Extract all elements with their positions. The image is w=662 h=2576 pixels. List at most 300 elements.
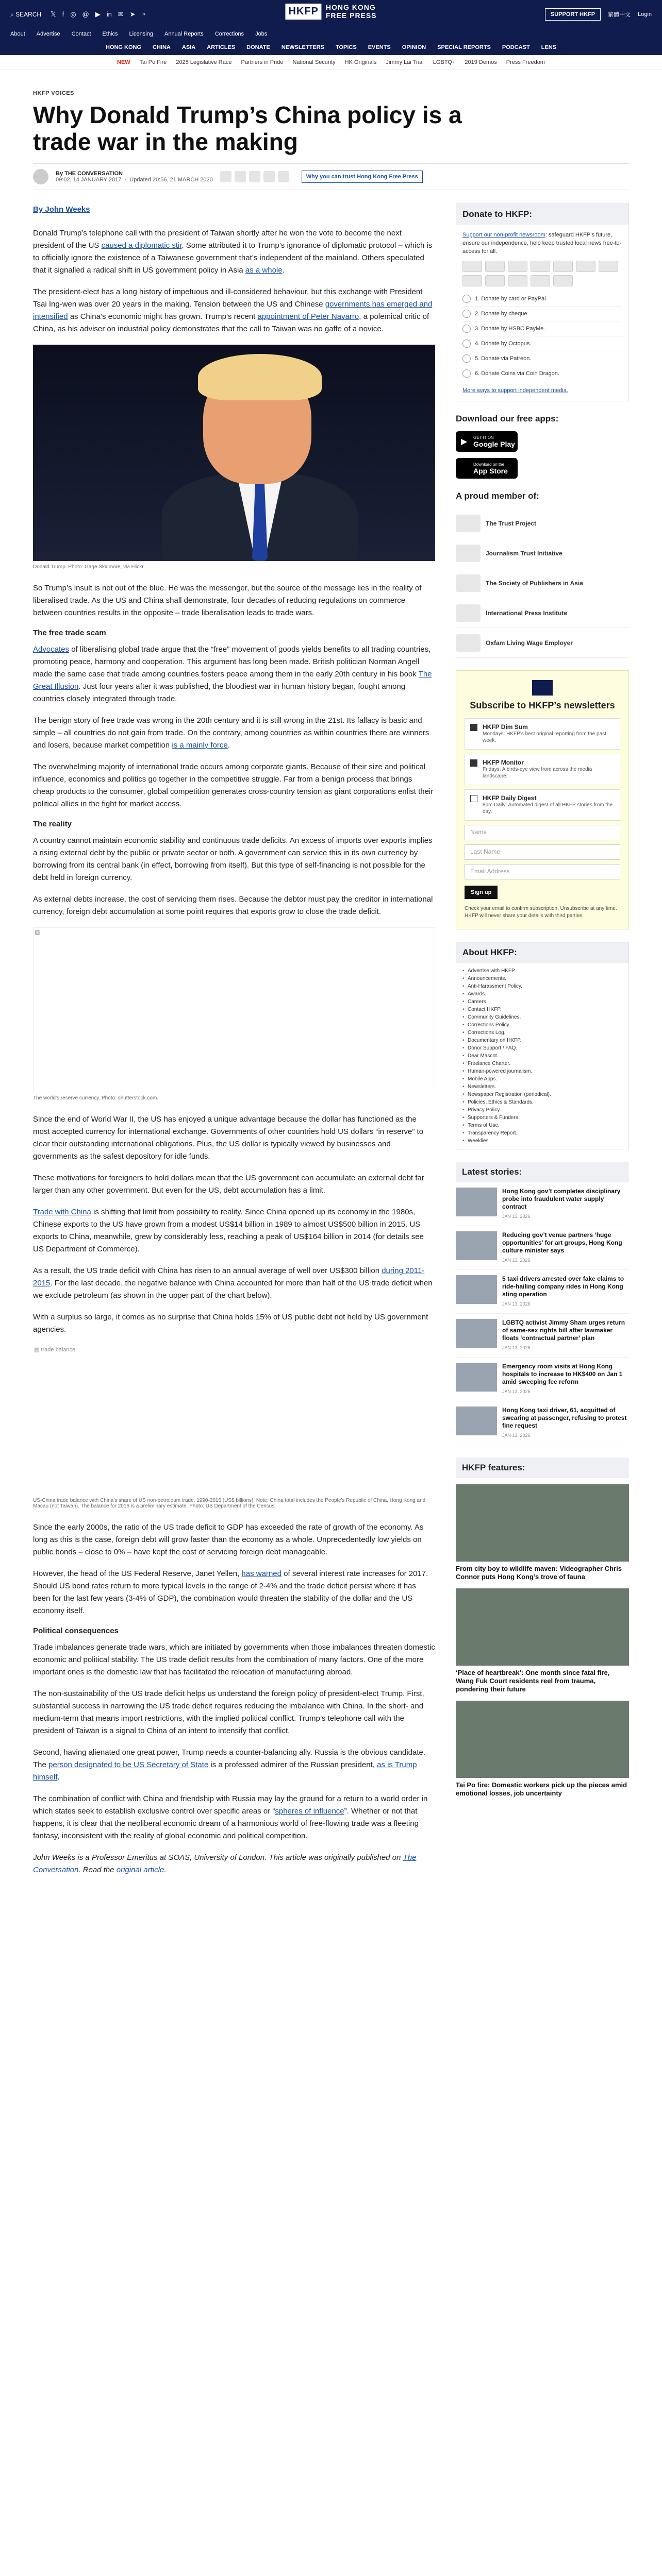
author-avatar [33, 169, 48, 184]
paragraph: The overwhelming majority of international trade occurs among corporate giants. Because of their size and political influence, economics and politics go together in the competitive struggle. Far from a benign process that brings cheap products to the consumer, global competition generates cross-country tension as giant corporations enlist their political allies in the fight for market access. [33, 762, 434, 808]
text: ”. Whether or not that happens, it is clear that the neoliberal economic dream of a harmonious world of free-flowing trade was a fleeting fantasy, inconsistent with the reality of global economic and political competition. [33, 1807, 419, 1840]
jti-logo [456, 545, 481, 562]
inline-link[interactable]: person designated to be US Secretary of State [48, 1760, 209, 1769]
twitter-icon[interactable]: 𝕏 [51, 10, 56, 18]
donate-option[interactable] [462, 307, 622, 321]
main-nav-item[interactable]: NEWSLETTERS [281, 44, 324, 50]
logo-mark: HKFP [285, 4, 321, 20]
broken-image-alt: ▨ trade balance [34, 1347, 76, 1353]
story-date: JAN 13, 2026 [502, 1389, 531, 1394]
section-heading: The reality [33, 820, 72, 828]
trending-item[interactable]: 2019 Demos [465, 59, 497, 65]
donate-option-icon [462, 295, 471, 303]
store-buttons [456, 431, 629, 452]
patreon-icon [462, 275, 482, 286]
about-link[interactable]: • Advertise with HKFP. [462, 967, 622, 975]
byline-source[interactable]: By THE CONVERSATION [56, 171, 123, 177]
newsletter-desc: Fridays: A birds-eye view from across the media landscape. [483, 767, 592, 779]
features-section [456, 1458, 629, 1798]
alipay-icon [508, 275, 527, 286]
inline-link[interactable]: Trade with China [33, 1208, 91, 1216]
donate-option-label: 6. Donate Coins via Coin Dragon. [475, 370, 559, 377]
text: is a professed admirer of the Russian president, [208, 1760, 377, 1769]
linkedin-icon[interactable]: in [106, 10, 112, 18]
article-title: Why Donald Trump’s China policy is a trade war in the making [33, 101, 462, 155]
newsletter-text [483, 724, 615, 744]
text: of several interest rate increases for 2017. Should US bond rates return to more typical levels in the range of 2-4% and the trade deficit persist where it has been for the last few years (3-4% of GDP), the combination would threaten the stability of the dollar and the US economy itself. [33, 1569, 428, 1615]
text: However, the head of the US Federal Reserve, Janet Yellen, [33, 1569, 242, 1578]
google-play-button[interactable] [456, 431, 518, 452]
text: . Some attributed it to Trump’s ignorance of diplomatic protocol – which is to officially ignore the existence of a Taiwanese government that’s independent of the mainland. Others speculated that it signalled a radical shift in US government policy in Asia [33, 241, 433, 275]
paragraph: The non-sustainability of the US trade deficit helps us understand the foreign policy of president-elect Trump. First, substantial success in narrowing the US trade deficit requires reducing the imbalance with China. In the short- and medium-term that means import restrictions, with the implied political conflict. Trump’s telephone call with the president of Taiwan is a signal to China of an intent to intensify that conflict. [33, 1689, 424, 1735]
utility-nav [0, 28, 662, 40]
payme-icon [553, 261, 573, 272]
feature-title[interactable]: ‘Place of heartbreak’: One month since fatal fire, Wang Fuk Court residents reel from trauma, pondering their future [456, 1669, 610, 1693]
apps-section [456, 414, 629, 479]
feature-image [456, 1484, 629, 1562]
trending-new-label: NEW [117, 59, 130, 65]
store-buttons [456, 458, 629, 479]
story-thumbnail [456, 1188, 497, 1216]
about-link[interactable]: • Mobile Apps. [462, 1075, 622, 1083]
about-link[interactable]: • Announcements. [462, 975, 622, 982]
social-links [51, 10, 145, 19]
inline-link[interactable]: is a mainly force [172, 741, 228, 750]
newsletter-checkbox[interactable] [470, 759, 477, 767]
trump-photo [33, 345, 435, 561]
byline-meta: By THE CONVERSATION 09:02, 14 JANUARY 2017 · Updated 20:56, 21 MARCH 2020 [56, 171, 213, 183]
donate-option[interactable] [462, 292, 622, 307]
story-title[interactable]: Hong Kong taxi driver, 61, acquitted of swearing at passenger, refusing to protest fine request [502, 1406, 627, 1429]
fps-icon [599, 261, 618, 272]
story-title[interactable]: Emergency room visits at Hong Kong hospitals to increase to HK$400 on Jan 1 amid sweeping fee reform [502, 1363, 623, 1385]
about-link[interactable]: • Newsletters. [462, 1083, 622, 1091]
latest-story[interactable] [456, 1182, 629, 1226]
about-link[interactable]: • Policies, Ethics & Standards. [462, 1098, 622, 1106]
story-text [502, 1406, 629, 1439]
reserve-currency-image [33, 927, 435, 1092]
member-item[interactable] [456, 628, 629, 658]
share-facebook-icon[interactable] [220, 171, 231, 182]
inline-link[interactable]: The Conversation [33, 1853, 417, 1874]
paragraph: A country cannot maintain economic stability and continuous trade deficits. An excess of imports over exports implies a rising external debt by the public or private sector or both. A government can service this in its own currency by borrowing from its central bank (in effect, borrowing from itself). But this type of self-financing is not possible for the debt held in foreign currency. [33, 836, 433, 882]
trending-bar [0, 55, 662, 70]
donate-option-icon [462, 310, 471, 318]
about-link[interactable]: • Community Guidelines. [462, 1013, 622, 1021]
story-title[interactable]: Hong Kong gov’t completes disciplinary probe into fraudulent water supply contract [502, 1188, 621, 1210]
trending-item[interactable]: 2025 Legislative Race [176, 59, 232, 65]
trending-item[interactable]: National Security [292, 59, 336, 65]
about-link[interactable]: • Freelance Charter. [462, 1060, 622, 1067]
latest-story[interactable] [456, 1226, 629, 1270]
about-link[interactable]: • Donor Support / FAQ. [462, 1044, 622, 1052]
inline-link[interactable]: caused a diplomatic stir [101, 241, 182, 250]
latest-story[interactable] [456, 1401, 629, 1445]
nav-ethics[interactable]: Ethics [102, 31, 118, 37]
support-button[interactable]: SUPPORT HKFP [545, 8, 601, 21]
donate-option-label: 4. Donate by Octopus. [475, 341, 532, 347]
newsletter-title: Subscribe to HKFP’s newsletters [470, 700, 615, 710]
payment-logos [462, 261, 622, 286]
rss-icon[interactable]: ◔ [141, 10, 146, 18]
latest-title: Latest stories: [456, 1162, 629, 1182]
inline-link[interactable]: has warned [241, 1569, 282, 1578]
text: . For the last decade, the negative balance with China accounted for more than half of the US trade deficit when we exclude petroleum (as shown in the upper part of the chart below). [33, 1279, 433, 1300]
donate-option[interactable] [462, 366, 622, 381]
inline-link[interactable]: original article [116, 1866, 164, 1874]
nav-about[interactable]: About [10, 31, 25, 37]
inline-link[interactable]: as a whole [245, 266, 283, 275]
main-nav-item[interactable]: SPECIAL REPORTS [437, 44, 491, 50]
feature-image [456, 1588, 629, 1666]
main-nav-item[interactable]: OPINION [402, 44, 426, 50]
main-nav-item[interactable]: ARTICLES [207, 44, 236, 50]
newsletter-name: HKFP Monitor [483, 759, 524, 766]
features-title: HKFP features: [456, 1458, 629, 1478]
about-link[interactable]: • Documentary on HKFP. [462, 1037, 622, 1044]
story-date: JAN 13, 2026 [502, 1258, 531, 1263]
apps-title: Download our free apps: [456, 414, 559, 423]
donate-option-label: 1. Donate by card or PayPal. [475, 296, 548, 302]
story-date: JAN 13, 2026 [502, 1433, 531, 1438]
text: . Read the [78, 1866, 117, 1874]
envelope-icon [532, 680, 553, 696]
story-text [502, 1363, 629, 1396]
about-link[interactable]: • Careers. [462, 998, 622, 1006]
paragraph: Since the end of World War II, the US has enjoyed a unique advantage because the dollar has functioned as the most accepted currency for international exchange. Governments of other countries hold US dollars “in reserve” to clear their outstanding international obligations. Plus, the US dollar is typically viewed by businesses and governments as the safest depository for idle funds. [33, 1115, 424, 1161]
donate-option-icon [462, 340, 471, 348]
logo-line-1: HONG KONG [325, 3, 376, 11]
paragraph [33, 1747, 435, 1784]
donate-text [462, 231, 622, 256]
paragraph: With a surplus so large, it comes as no surprise that China holds 15% of US public debt not held by US government agencies. [33, 1313, 428, 1334]
text: . [227, 741, 230, 750]
latest-story[interactable] [456, 1314, 629, 1358]
sidebar [456, 204, 629, 1886]
newsletter-checkbox[interactable] [470, 724, 477, 731]
donate-option[interactable] [462, 351, 622, 366]
byline [33, 163, 629, 190]
amex-icon [508, 261, 527, 272]
text: , a polemical critic of China, as his adviser on industrial policy demonstrates that the call to Taiwan was no gaffe of a novice. [33, 312, 429, 333]
app-store-button[interactable] [456, 458, 518, 479]
paragraph [33, 286, 435, 335]
section-heading: The free trade scam [33, 629, 106, 637]
share-twitter-icon[interactable] [235, 171, 246, 182]
text: . [164, 1866, 167, 1874]
youtube-icon[interactable]: ▶ [95, 10, 101, 18]
donate-option-icon [462, 354, 471, 363]
text: of liberalising global trade argue that the “free” movement of goods yields benefits to all trading countries, promoting peace, harmony and cooperation. This argument has long been made. British politician Norman Angell made the same case that trade among countries fosters peace among them in the early 20th century in his book [33, 645, 431, 679]
about-link[interactable]: • Newspaper Registration (periodical). [462, 1091, 622, 1098]
latest-list [456, 1182, 629, 1445]
text: The president-elect has a long history of impetuous and ill-considered behaviour, but this exchange with President Tsai Ing-wen was over 20 years in the making. Tension between the US and Chinese [33, 287, 423, 309]
newsletter-option[interactable] [465, 754, 620, 785]
paragraph [33, 1265, 435, 1302]
text: : safeguard HKFP’s future, ensure our independence, help keep trusted local news free-to-access for all. [462, 232, 622, 255]
newsletter-text [483, 759, 615, 779]
about-link[interactable]: • Transparency Report. [462, 1129, 622, 1137]
lang-link[interactable]: 繁體中文 [608, 12, 631, 18]
member-item[interactable] [456, 568, 629, 598]
nav-licensing[interactable]: Licensing [129, 31, 153, 37]
donate-option[interactable] [462, 321, 622, 336]
image-caption: The world’s reserve currency. Photo: shutterstock.com. [33, 1095, 159, 1101]
story-thumbnail [456, 1363, 497, 1392]
paragraph [33, 227, 435, 277]
store-caption: GET IT ON [473, 435, 494, 440]
main-nav-item[interactable]: CHINA [153, 44, 171, 50]
about-title: About HKFP: [456, 942, 628, 963]
about-link[interactable]: • Privacy Policy. [462, 1106, 622, 1114]
donate-more-link[interactable]: More ways to support independent media. [462, 387, 568, 394]
donate-option-icon [462, 325, 471, 333]
signup-button[interactable]: Sign up [465, 886, 498, 899]
about-link[interactable]: • Corrections Policy. [462, 1021, 622, 1029]
mastercard-icon [485, 261, 505, 272]
text: . [57, 1773, 60, 1782]
trending-item[interactable]: Partners in Pride [241, 59, 284, 65]
main-nav [0, 40, 662, 55]
paragraph [33, 1793, 435, 1842]
last-name-input[interactable]: Last Name [465, 844, 620, 860]
paragraph [33, 1206, 435, 1256]
members-list [456, 509, 629, 658]
main-nav-item[interactable]: DONATE [246, 44, 270, 50]
newsletter-option[interactable] [465, 789, 620, 821]
paragraph: These motivations for foreigners to hold dollars mean that the US government can accumulate an external debt far larger than any other government. But even for the US, debt accumulation has a limit. [33, 1174, 424, 1195]
feature-item[interactable] [456, 1701, 629, 1798]
name-input[interactable]: Name [465, 825, 620, 840]
share-buttons [220, 171, 289, 182]
donate-option-label: 2. Donate by cheque. [475, 311, 529, 317]
trade-balance-image [33, 1345, 435, 1495]
search-label: SEARCH [15, 10, 42, 18]
broken-image-icon: ▨ [35, 929, 40, 936]
text: . [282, 266, 285, 275]
donate-more-wrap [462, 386, 622, 395]
email-input[interactable]: Email Address [465, 864, 620, 879]
cheque-icon [485, 275, 505, 286]
story-thumbnail [456, 1231, 497, 1260]
nav-annual-reports[interactable]: Annual Reports [164, 31, 204, 37]
features-list [456, 1484, 629, 1798]
newsletter-desc: Mondays: HKFP’s best original reporting from the past week. [483, 731, 606, 743]
latest-story[interactable] [456, 1358, 629, 1401]
text: Donald Trump’s telephone call with the president of Taiwan shortly after he won the vote to become the next president of the US [33, 229, 402, 250]
donate-title: Donate to HKFP: [456, 204, 628, 225]
trending-item[interactable]: LGBTQ+ [433, 59, 456, 65]
article-kicker[interactable]: HKFP VOICES [33, 90, 74, 96]
story-date: JAN 13, 2026 [502, 1214, 531, 1219]
about-link[interactable]: • Human-powered journalism. [462, 1067, 622, 1075]
feature-image [456, 1701, 629, 1778]
text: The benign story of free trade was wrong in the 20th century and it is still wrong in the 21st. Its fallacy is basic and simple – all countries do not gain from trade. On the contrary, among countries as within countries there are winners and losers, because market competition [33, 716, 429, 750]
top-left [10, 10, 146, 19]
main-nav-item[interactable]: ASIA [181, 44, 196, 50]
story-text [502, 1188, 629, 1221]
byline-updated: Updated 20:56, 21 MARCH 2020 [129, 177, 213, 183]
donate-body [456, 225, 628, 401]
inline-link[interactable]: Advocates [33, 645, 70, 654]
octopus-icon [576, 261, 595, 272]
member-item[interactable] [456, 509, 629, 538]
google-play-icon: ▶ [461, 437, 468, 446]
story-title[interactable]: LGBTQ activist Jimmy Sham urges return of same-sex rights bill after lawmaker floats ‘contractual partner’ plan [502, 1319, 625, 1342]
about-link[interactable]: • Terms of Use. [462, 1122, 622, 1129]
latest-story[interactable] [456, 1270, 629, 1314]
about-link[interactable]: • Weeklies. [462, 1137, 622, 1145]
paragraph: Since the early 2000s, the ratio of the US trade deficit to GDP has exceeded the rate of growth of the economy. As long as this is the case, foreign debt will grow faster than the economy as a whole. Unprecedentedly low yields on public bonds – close to 0% – have kept the cost of servicing foreign debt manageable. [33, 1523, 424, 1556]
member-item[interactable] [456, 538, 629, 568]
main-nav-item[interactable]: PODCAST [502, 44, 530, 50]
trending-item[interactable]: HK Originals [344, 59, 377, 65]
member-item[interactable] [456, 598, 629, 628]
wechat-icon [531, 275, 550, 286]
nav-advertise[interactable]: Advertise [36, 31, 60, 37]
donate-link[interactable]: Support our non-profit newsroom [462, 232, 545, 238]
story-text [502, 1319, 629, 1352]
latest-section [456, 1162, 629, 1445]
login-link[interactable]: Login [638, 11, 652, 18]
inline-link[interactable]: spheres of influence [275, 1807, 344, 1816]
search-button[interactable]: ⌕ SEARCH [10, 10, 42, 18]
about-link[interactable]: • Anti-Harassment Policy. [462, 982, 622, 990]
page-layout [0, 190, 662, 1886]
story-text [502, 1231, 629, 1264]
top-bar [0, 0, 662, 29]
member-name: Oxfam Living Wage Employer [486, 639, 573, 647]
image-caption: US-China trade balance with China’s share of US non-petroleum trade, 1990-2016 (US$ billions). Note: China total includes the People’s Republic of China, Hong Kong and Macau (not Taiwan). The balance for 2016 is a preliminary estimate. Photo: US Department of the Census. [33, 1498, 426, 1509]
text: The combination of conflict with China and friendship with Russia may lay the ground for a return to a world order in which states seek to establish exclusive control over specific areas or “ [33, 1794, 428, 1816]
story-thumbnail [456, 1319, 497, 1348]
image-alt-text: trade balance [41, 1347, 76, 1353]
member-name: Journalism Trust Initiative [486, 549, 562, 557]
paragraph: So Trump’s insult is not out of the blue. He was the messenger, but the source of the message lies in the reality of liberalised trade. As the US and China shall demonstrate, four decades of reducing regulations on commerce between countries results in the opposite – trade liberalisation leads to trade wars. [33, 584, 422, 617]
threads-icon[interactable]: @ [82, 10, 89, 18]
inline-link[interactable]: The Great Illusion [33, 670, 432, 691]
paragraph [33, 715, 435, 752]
donate-option[interactable] [462, 336, 622, 351]
paragraph [33, 1568, 435, 1617]
story-title[interactable]: 5 taxi drivers arrested over fake claims to ride-hailing company rides in Hong Kong sting operation [502, 1275, 624, 1298]
nav-contact[interactable]: Contact [71, 31, 91, 37]
about-link[interactable]: • Contact HKFP. [462, 1006, 622, 1013]
inline-link[interactable]: governments has emerged and intensified [33, 300, 433, 321]
story-thumbnail [456, 1406, 497, 1435]
main-nav-item[interactable]: LENS [541, 44, 557, 50]
share-email-icon[interactable] [263, 171, 275, 182]
share-link-icon[interactable] [278, 171, 289, 182]
author-link[interactable]: By John Weeks [33, 205, 90, 214]
share-whatsapp-icon[interactable] [249, 171, 260, 182]
member-name: The Trust Project [486, 519, 537, 527]
inline-link[interactable]: during 2011-2015 [33, 1266, 425, 1287]
about-link[interactable]: • Supporters & Funders. [462, 1114, 622, 1122]
trending-item[interactable]: Tai Po Fire [139, 59, 167, 65]
article-body [33, 204, 435, 1886]
about-list [456, 963, 628, 1149]
about-link[interactable]: • Awards. [462, 990, 622, 998]
text: Second, having alienated one great power, Trump needs a counter-balancing ally. Russia is the obvious candidate. The [33, 1748, 426, 1769]
top-right [545, 8, 652, 21]
store-caption: Download on the [473, 462, 505, 467]
trending-item[interactable]: Press Freedom [506, 59, 545, 65]
newsletter-name: HKFP Daily Digest [483, 794, 537, 802]
main-nav-item[interactable]: EVENTS [368, 44, 391, 50]
feature-item[interactable] [456, 1484, 629, 1581]
paragraph: Trade imbalances generate trade wars, which are initiated by governments when those imbalances threaten domestic economic and political stability. The US trade deficit results from the combination of many factors. One of the more important ones is the domestic law that has facilitated the relocation of manufacturing abroad. [33, 1643, 435, 1676]
donate-option-icon [462, 369, 471, 378]
article-header [0, 70, 662, 190]
paragraph [33, 643, 435, 705]
main-nav-item[interactable]: TOPICS [335, 44, 357, 50]
story-thumbnail [456, 1275, 497, 1304]
photo-hair [198, 354, 322, 400]
email-icon[interactable]: ✉ [118, 10, 124, 18]
newsletter-name: HKFP Dim Sum [483, 723, 528, 731]
main-nav-item[interactable]: HONG KONG [105, 44, 142, 50]
about-link[interactable]: • Corrections Log. [462, 1029, 622, 1037]
store-name: Google Play [473, 439, 515, 448]
facebook-icon[interactable]: f [62, 10, 64, 18]
newsletter-box [456, 670, 629, 929]
photo-caption: Donald Trump. Photo: Gage Skidmore, via Flickr. [33, 564, 145, 570]
logo-name [326, 3, 377, 20]
newsletter-desc: 8pm Daily: Automated digest of all HKFP stories from the day. [483, 802, 613, 815]
byline-date: 09:02, 14 JANUARY 2017 [56, 177, 122, 183]
ipi-logo [456, 604, 481, 622]
telegram-icon[interactable]: ➤ [129, 10, 136, 18]
text: John Weeks is a Professor Emeritus at SOAS, University of London. This article was originally published on [33, 1853, 403, 1862]
coin-icon [553, 275, 573, 286]
store-name: App Store [473, 466, 508, 475]
visa-icon [462, 261, 482, 272]
feature-title[interactable]: From city boy to wildlife maven: Videographer Chris Connor puts Hong Kong’s trove of fauna [456, 1565, 622, 1581]
donate-options [462, 292, 622, 381]
nav-corrections[interactable]: Corrections [214, 31, 244, 37]
text: as China’s economic might has grown. Trump’s recent [68, 312, 258, 321]
oxfam-logo [456, 634, 481, 652]
nav-jobs[interactable]: Jobs [255, 31, 268, 37]
author-bio [33, 1852, 435, 1876]
feature-item[interactable] [456, 1588, 629, 1693]
article-author [33, 204, 435, 216]
instagram-icon[interactable]: ◎ [70, 10, 76, 18]
site-logo[interactable] [285, 3, 376, 20]
story-title[interactable]: Reducing gov’t venue partners ‘huge opportunities’ for art groups, Hong Kong culture minister says [502, 1231, 622, 1254]
newsletter-text [483, 795, 615, 815]
trust-button[interactable]: Why you can trust Hong Kong Free Press [302, 171, 423, 183]
feature-title[interactable]: Tai Po fire: Domestic workers pick up the pieces amid emotional losses, job uncertainty [456, 1781, 627, 1797]
about-link[interactable]: • Dear Mascot. [462, 1052, 622, 1060]
member-name: The Society of Publishers in Asia [486, 579, 583, 587]
members-section [456, 491, 629, 658]
donate-box [456, 204, 629, 401]
members-title: A proud member of: [456, 491, 539, 501]
newsletter-checkbox[interactable] [470, 795, 477, 802]
trust-project-logo [456, 515, 481, 532]
story-date: JAN 13, 2026 [502, 1301, 531, 1307]
inline-link[interactable]: as is Trump himself [33, 1760, 417, 1782]
inline-link[interactable]: appointment of Peter Navarro [257, 312, 359, 321]
newsletter-option[interactable] [465, 718, 620, 750]
subscribe-note: Check your email to confirm subscription. Unsubscribe at any time. HKFP will never share your details with third parties. [465, 906, 617, 919]
paragraph: As external debts increase, the cost of servicing them rises. Because the debtor must pay the creditor in international currency, foreign debt accumulation at some point requires that exports grow to close the trade deficit. [33, 895, 433, 916]
story-text [502, 1275, 629, 1308]
section-heading: Political consequences [33, 1626, 119, 1635]
trending-item[interactable]: Jimmy Lai Trial [386, 59, 424, 65]
